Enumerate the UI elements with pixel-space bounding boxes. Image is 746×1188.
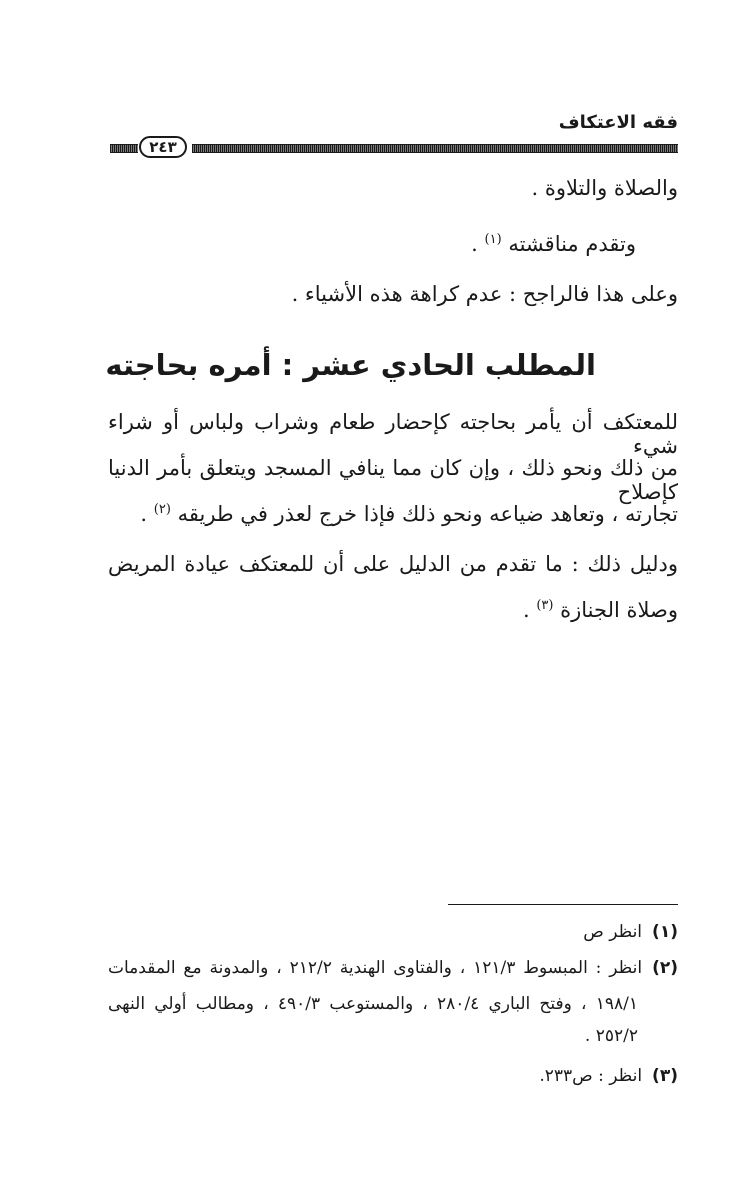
footnote-1 — [583, 922, 678, 942]
para1-line-3 — [140, 502, 678, 526]
footnote-3-text: انظر : ص٢٣٣. — [539, 1066, 643, 1086]
body-line-3: وعلى هذا فالراجح : عدم كراهة هذه الأشياء . — [291, 282, 678, 306]
para2-line-2 — [523, 598, 678, 622]
footnote-2-line-1 — [108, 958, 678, 978]
body-line-2-text: وتقدم مناقشته — [508, 232, 636, 256]
footnote-3 — [539, 1066, 678, 1086]
footnote-2-text-1: انظر : المبسوط ١٢١/٣ ، والفتاوى الهندية ٢١٢/٢ ، والمدونة مع المقدمات — [108, 958, 643, 978]
body-line-1: والصلاة والتلاوة . — [531, 176, 678, 200]
header-rule-left — [110, 144, 138, 153]
section-heading: المطلب الحادي عشر : أمره بحاجته — [105, 348, 596, 382]
para1-line-2: من ذلك ونحو ذلك ، وإن كان مما ينافي المسجد ويتعلق بأمر الدنيا كإصلاح — [108, 456, 678, 504]
body-line-2-end: . — [471, 232, 478, 256]
footnote-3-number: (٣) — [652, 1066, 678, 1086]
footnote-2-line-2: ١٩٨/١ ، وفتح الباري ٢٨٠/٤ ، والمستوعب ٤٩٠/٣ ، ومطالب أولي النهى — [108, 994, 638, 1014]
footnote-separator — [448, 904, 678, 905]
body-line-2 — [471, 232, 636, 256]
footnote-2-number: (٢) — [652, 958, 679, 978]
para2-line-2-text: وصلاة الجنازة — [560, 598, 678, 622]
header-rule-right — [192, 144, 678, 153]
header-rule — [110, 138, 678, 156]
para1-line-3-end: . — [140, 502, 148, 526]
running-head: فقه الاعتكاف — [558, 112, 678, 133]
footnote-2-line-3: ٢٥٢/٢ . — [584, 1026, 638, 1046]
footnote-ref-3: (٣) — [536, 598, 554, 613]
footnote-ref-1: (١) — [484, 232, 502, 247]
footnote-1-text: انظر ص — [583, 922, 643, 942]
para1-line-3-text: تجارته ، وتعاهد ضياعه ونحو ذلك فإذا خرج لعذر في طريقه — [177, 502, 678, 526]
footnote-ref-2: (٢) — [153, 502, 171, 517]
para1-line-1: للمعتكف أن يأمر بحاجته كإحضار طعام وشراب ولباس أو شراء شيء — [108, 410, 678, 458]
para2-line-2-end: . — [522, 598, 530, 622]
footnote-1-number: (١) — [652, 922, 678, 942]
page-number: ٢٤٣ — [139, 136, 187, 158]
para2-line-1: ودليل ذلك : ما تقدم من الدليل على أن للمعتكف عيادة المريض — [108, 552, 678, 576]
